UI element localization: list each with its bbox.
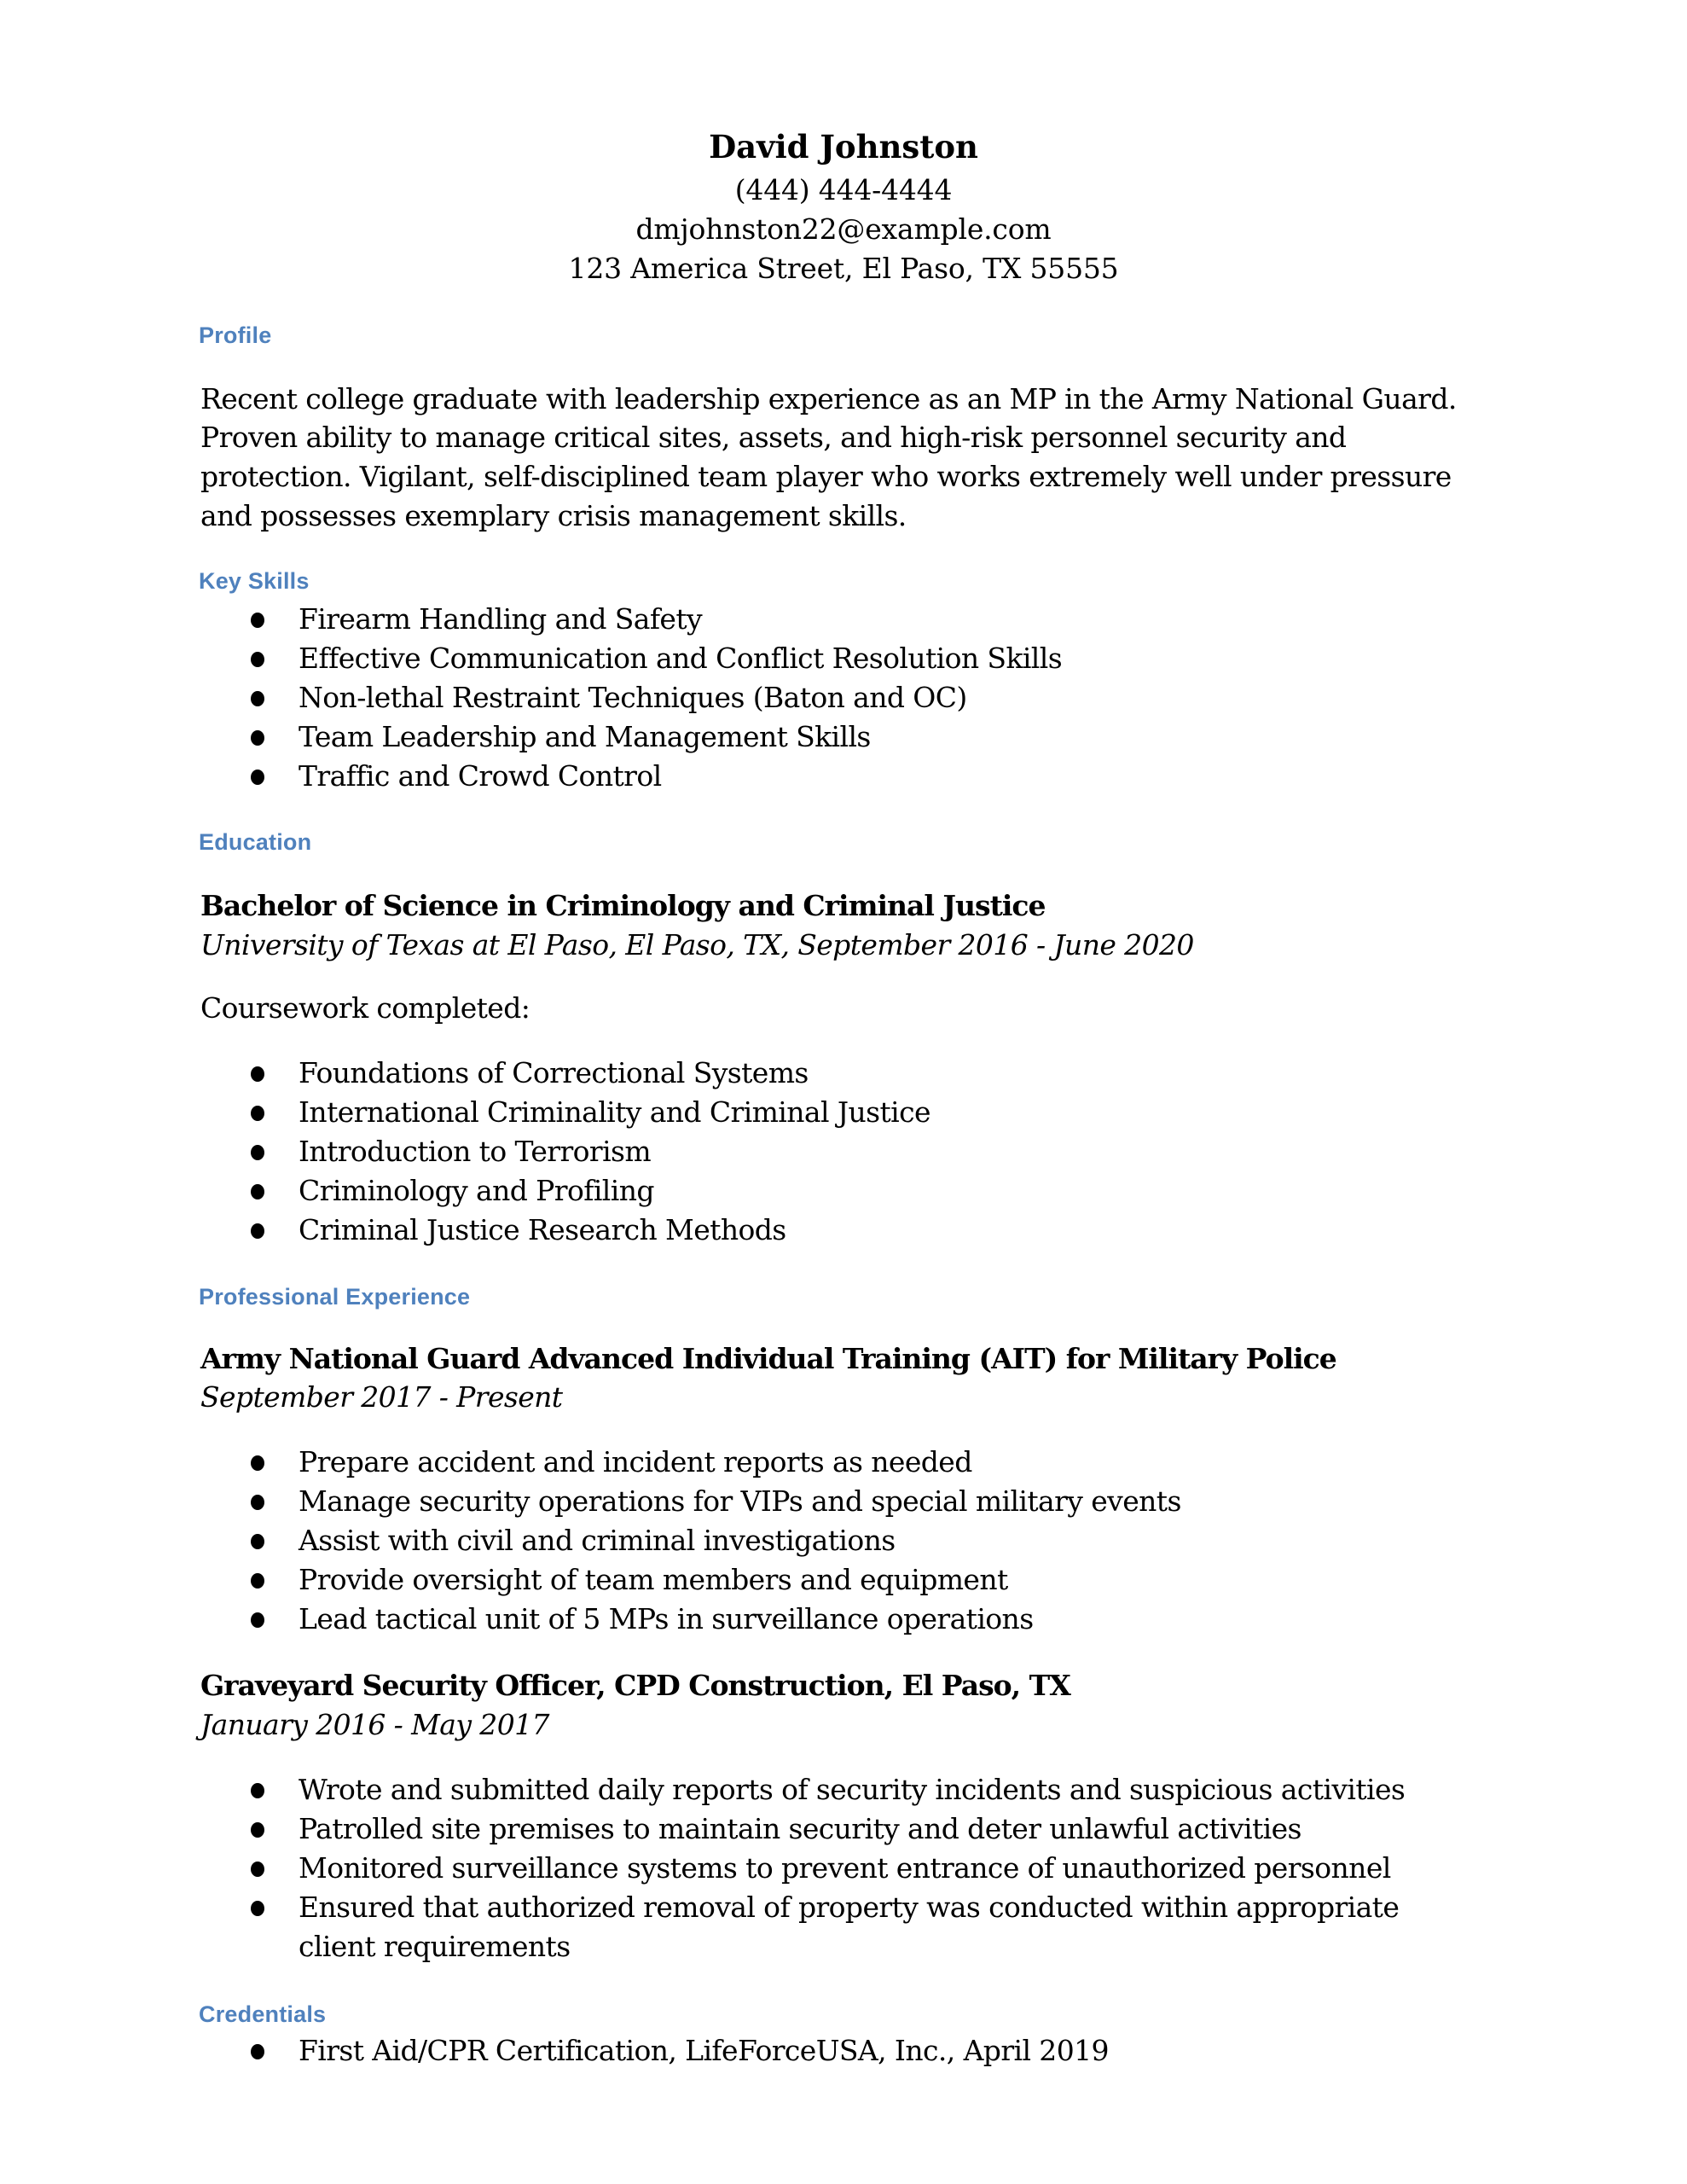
bullet-icon [251,1612,264,1628]
coursework-label: Coursework completed: [200,991,530,1025]
skill-text: Firearm Handling and Safety [299,602,703,636]
profile-text-line: Recent college graduate with leadership experience as an MP in the Army National Guard. [200,382,1457,415]
job-duty-text: Monitored surveillance systems to prevent entrance of unauthorized personnel [299,1851,1391,1885]
job-title: Army National Guard Advanced Individual Training (AIT) for Military Police [200,1342,1336,1375]
bullet-icon [251,770,264,785]
bullet-icon [251,1184,264,1199]
job-title: Graveyard Security Officer, CPD Construction, El Paso, TX [200,1669,1070,1702]
bullet-icon [251,1783,264,1798]
skill-text: Effective Communication and Conflict Resolution Skills [299,642,1063,675]
section-heading-key-skills: Key Skills [199,568,310,594]
job-duty-text: Patrolled site premises to maintain security and deter unlawful activities [299,1812,1301,1845]
skill-text: Non-lethal Restraint Techniques (Baton and OC) [299,681,967,714]
credential-text: First Aid/CPR Certification, LifeForceUSA, Inc., April 2019 [299,2034,1109,2067]
profile-text-line: and possesses exemplary crisis management skills. [200,499,907,532]
course-text: Foundations of Correctional Systems [299,1056,809,1089]
candidate-name: David Johnston [709,128,978,166]
job-dates: September 2017 - Present [200,1380,563,1414]
degree-title: Bachelor of Science in Criminology and Criminal Justice [200,889,1046,922]
course-text: Criminology and Profiling [299,1174,654,1207]
bullet-icon [251,652,264,667]
bullet-icon [251,1901,264,1916]
job-duty-text: Assist with civil and criminal investigations [299,1524,896,1557]
skill-text: Team Leadership and Management Skills [299,720,871,753]
bullet-icon [251,691,264,706]
bullet-icon [251,1573,264,1589]
job-dates: January 2016 - May 2017 [200,1708,549,1741]
job-duty-text: client requirements [299,1930,571,1963]
bullet-icon [251,1066,264,1082]
bullet-icon [251,1822,264,1838]
bullet-icon [251,1145,264,1160]
section-heading-education: Education [199,829,312,855]
job-duty-text: Manage security operations for VIPs and special military events [299,1484,1181,1518]
street-address: 123 America Street, El Paso, TX 55555 [568,252,1119,285]
bullet-icon [251,2044,264,2059]
bullet-icon [251,613,264,628]
section-heading-profile: Profile [199,322,272,348]
bullet-icon [251,1534,264,1549]
job-duty-text: Ensured that authorized removal of property was conducted within appropriate [299,1891,1400,1924]
job-duty-text: Lead tactical unit of 5 MPs in surveillance operations [299,1602,1034,1635]
job-duty-text: Provide oversight of team members and equipment [299,1563,1008,1596]
course-text: Criminal Justice Research Methods [299,1213,786,1246]
bullet-icon [251,1862,264,1877]
section-heading-professional-experience: Professional Experience [199,1284,471,1310]
phone-number: (444) 444-4444 [734,173,953,206]
bullet-icon [251,1495,264,1510]
profile-text-line: protection. Vigilant, self-disciplined team player who works extremely well under pressure [200,460,1452,493]
skill-text: Traffic and Crowd Control [299,759,662,793]
job-duty-text: Wrote and submitted daily reports of security incidents and suspicious activities [299,1773,1406,1806]
email-address: dmjohnston22@example.com [635,212,1052,246]
section-heading-credentials: Credentials [199,2001,327,2027]
school-and-dates: University of Texas at El Paso, El Paso, TX, September 2016 - June 2020 [200,928,1194,961]
course-text: International Criminality and Criminal Justice [299,1095,930,1129]
profile-text-line: Proven ability to manage critical sites, assets, and high-risk personnel security and [200,421,1347,454]
course-text: Introduction to Terrorism [299,1135,652,1168]
job-duty-text: Prepare accident and incident reports as needed [299,1445,972,1478]
bullet-icon [251,1223,264,1239]
bullet-icon [251,730,264,746]
bullet-icon [251,1106,264,1121]
bullet-icon [251,1455,264,1471]
